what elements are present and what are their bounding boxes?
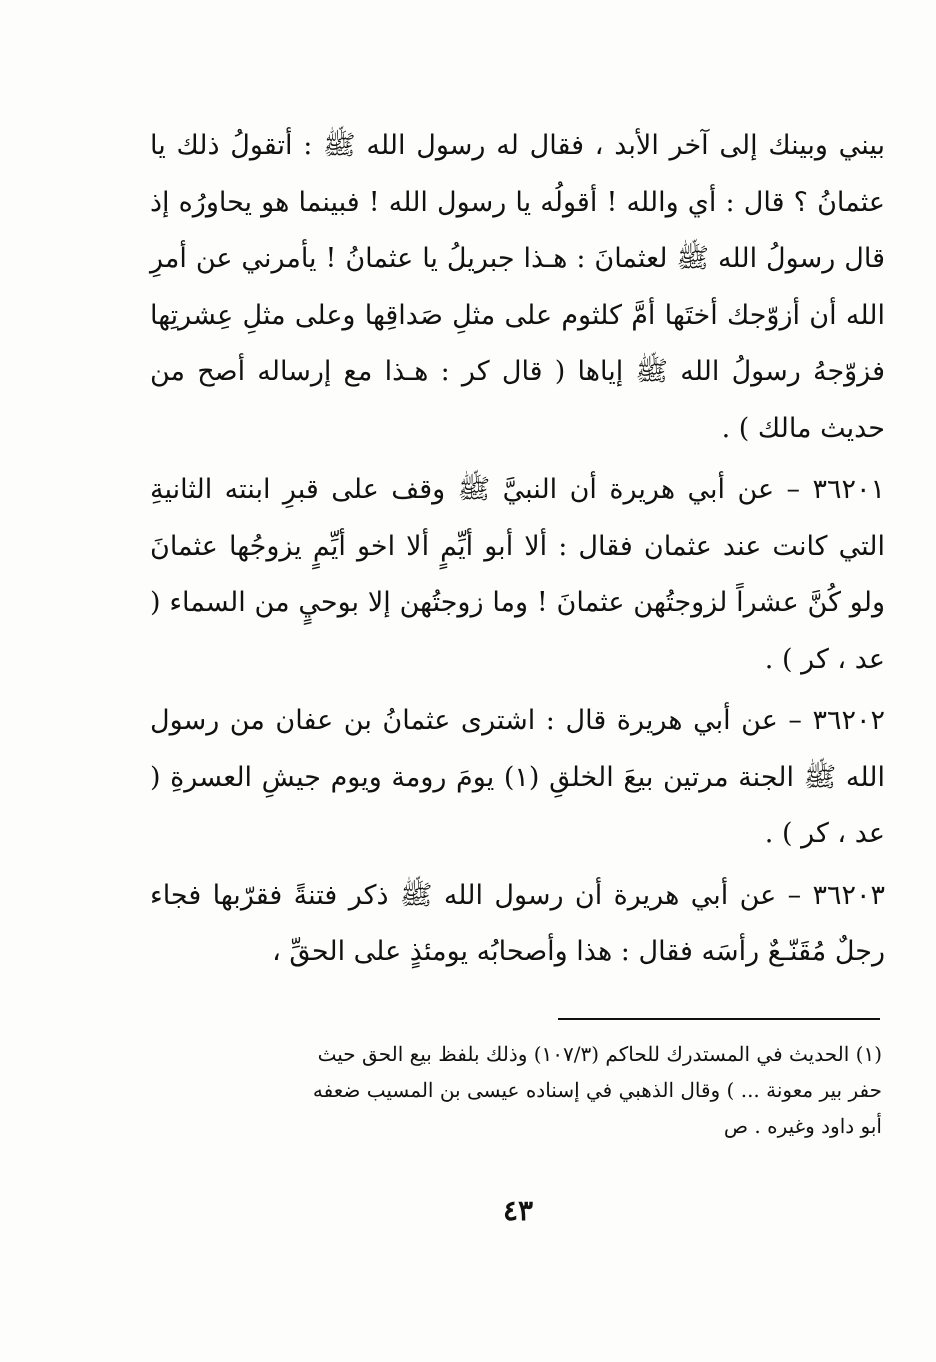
footnote-line: أبو داود وغيره . ص	[723, 1114, 882, 1138]
footnote-separator	[558, 1018, 880, 1020]
footnote-line: (١) الحديث في المستدرك للحاكم (١٠٧/٣) وذلك بلفظ بيع الحق حيث	[317, 1042, 882, 1066]
hadith-36201: ٣٦٢٠١ – عن أبي هريرة أن النبيَّ ﷺ وقف على قبرِ ابنته الثانيةِ التي كانت عند عثمان فقال : ألا أبو أيِّمٍ ألا اخو أيِّمٍ يزوجُها عثمانَ ولو كُنَّ عشراً لزوجتُهن عثمانَ ! وما زوجتُهن إلا بوحيٍ من السماء ( عد ، كر ) .	[150, 474, 885, 675]
main-text	[150, 118, 885, 981]
hadith-36202: ٣٦٢٠٢ – عن أبي هريرة قال : اشترى عثمانُ بن عفان من رسول الله ﷺ الجنة مرتين بيعَ الخلقِ (١) يومَ رومة ويوم جيشِ العسرةِ ( عد ، كر ) .	[150, 705, 885, 849]
footnote-line: حفر بير معونة ... ) وقال الذهبي في إسناده عيسى بن المسيب ضعفه	[312, 1078, 882, 1102]
page-number: ٤٣	[502, 1194, 534, 1227]
hadith-36203: ٣٦٢٠٣ – عن أبي هريرة أن رسول الله ﷺ ذكر فتنةً فقرّبها فجاء رجلٌ مُقَنّـعٌ رأسَه فقال : هذا وأصحابُه يومئذٍ على الحقِّ ،	[150, 879, 885, 967]
footnote	[160, 1036, 882, 1144]
paragraph-continuation: بيني وبينك إلى آخر الأبد ، فقال له رسول الله ﷺ : أتقولُ ذلك يا عثمانُ ؟ قال : أي والله ! أقولُه يا رسول الله ! فبينما هو يحاورُه إذ قال رسولُ الله ﷺ لعثمانَ : هـذا جبريلُ يا عثمانُ ! يأمرني عن أمرِ الله أن أزوّجك أختَها أمَّ كلثوم على مثلِ صَداقِها وعلى مثلِ عِشرتِها فزوّجهُ رسولُ الله ﷺ إياها ( قال كر : هـذا مع إرساله أصح من حديث مالك ) .	[150, 130, 885, 444]
